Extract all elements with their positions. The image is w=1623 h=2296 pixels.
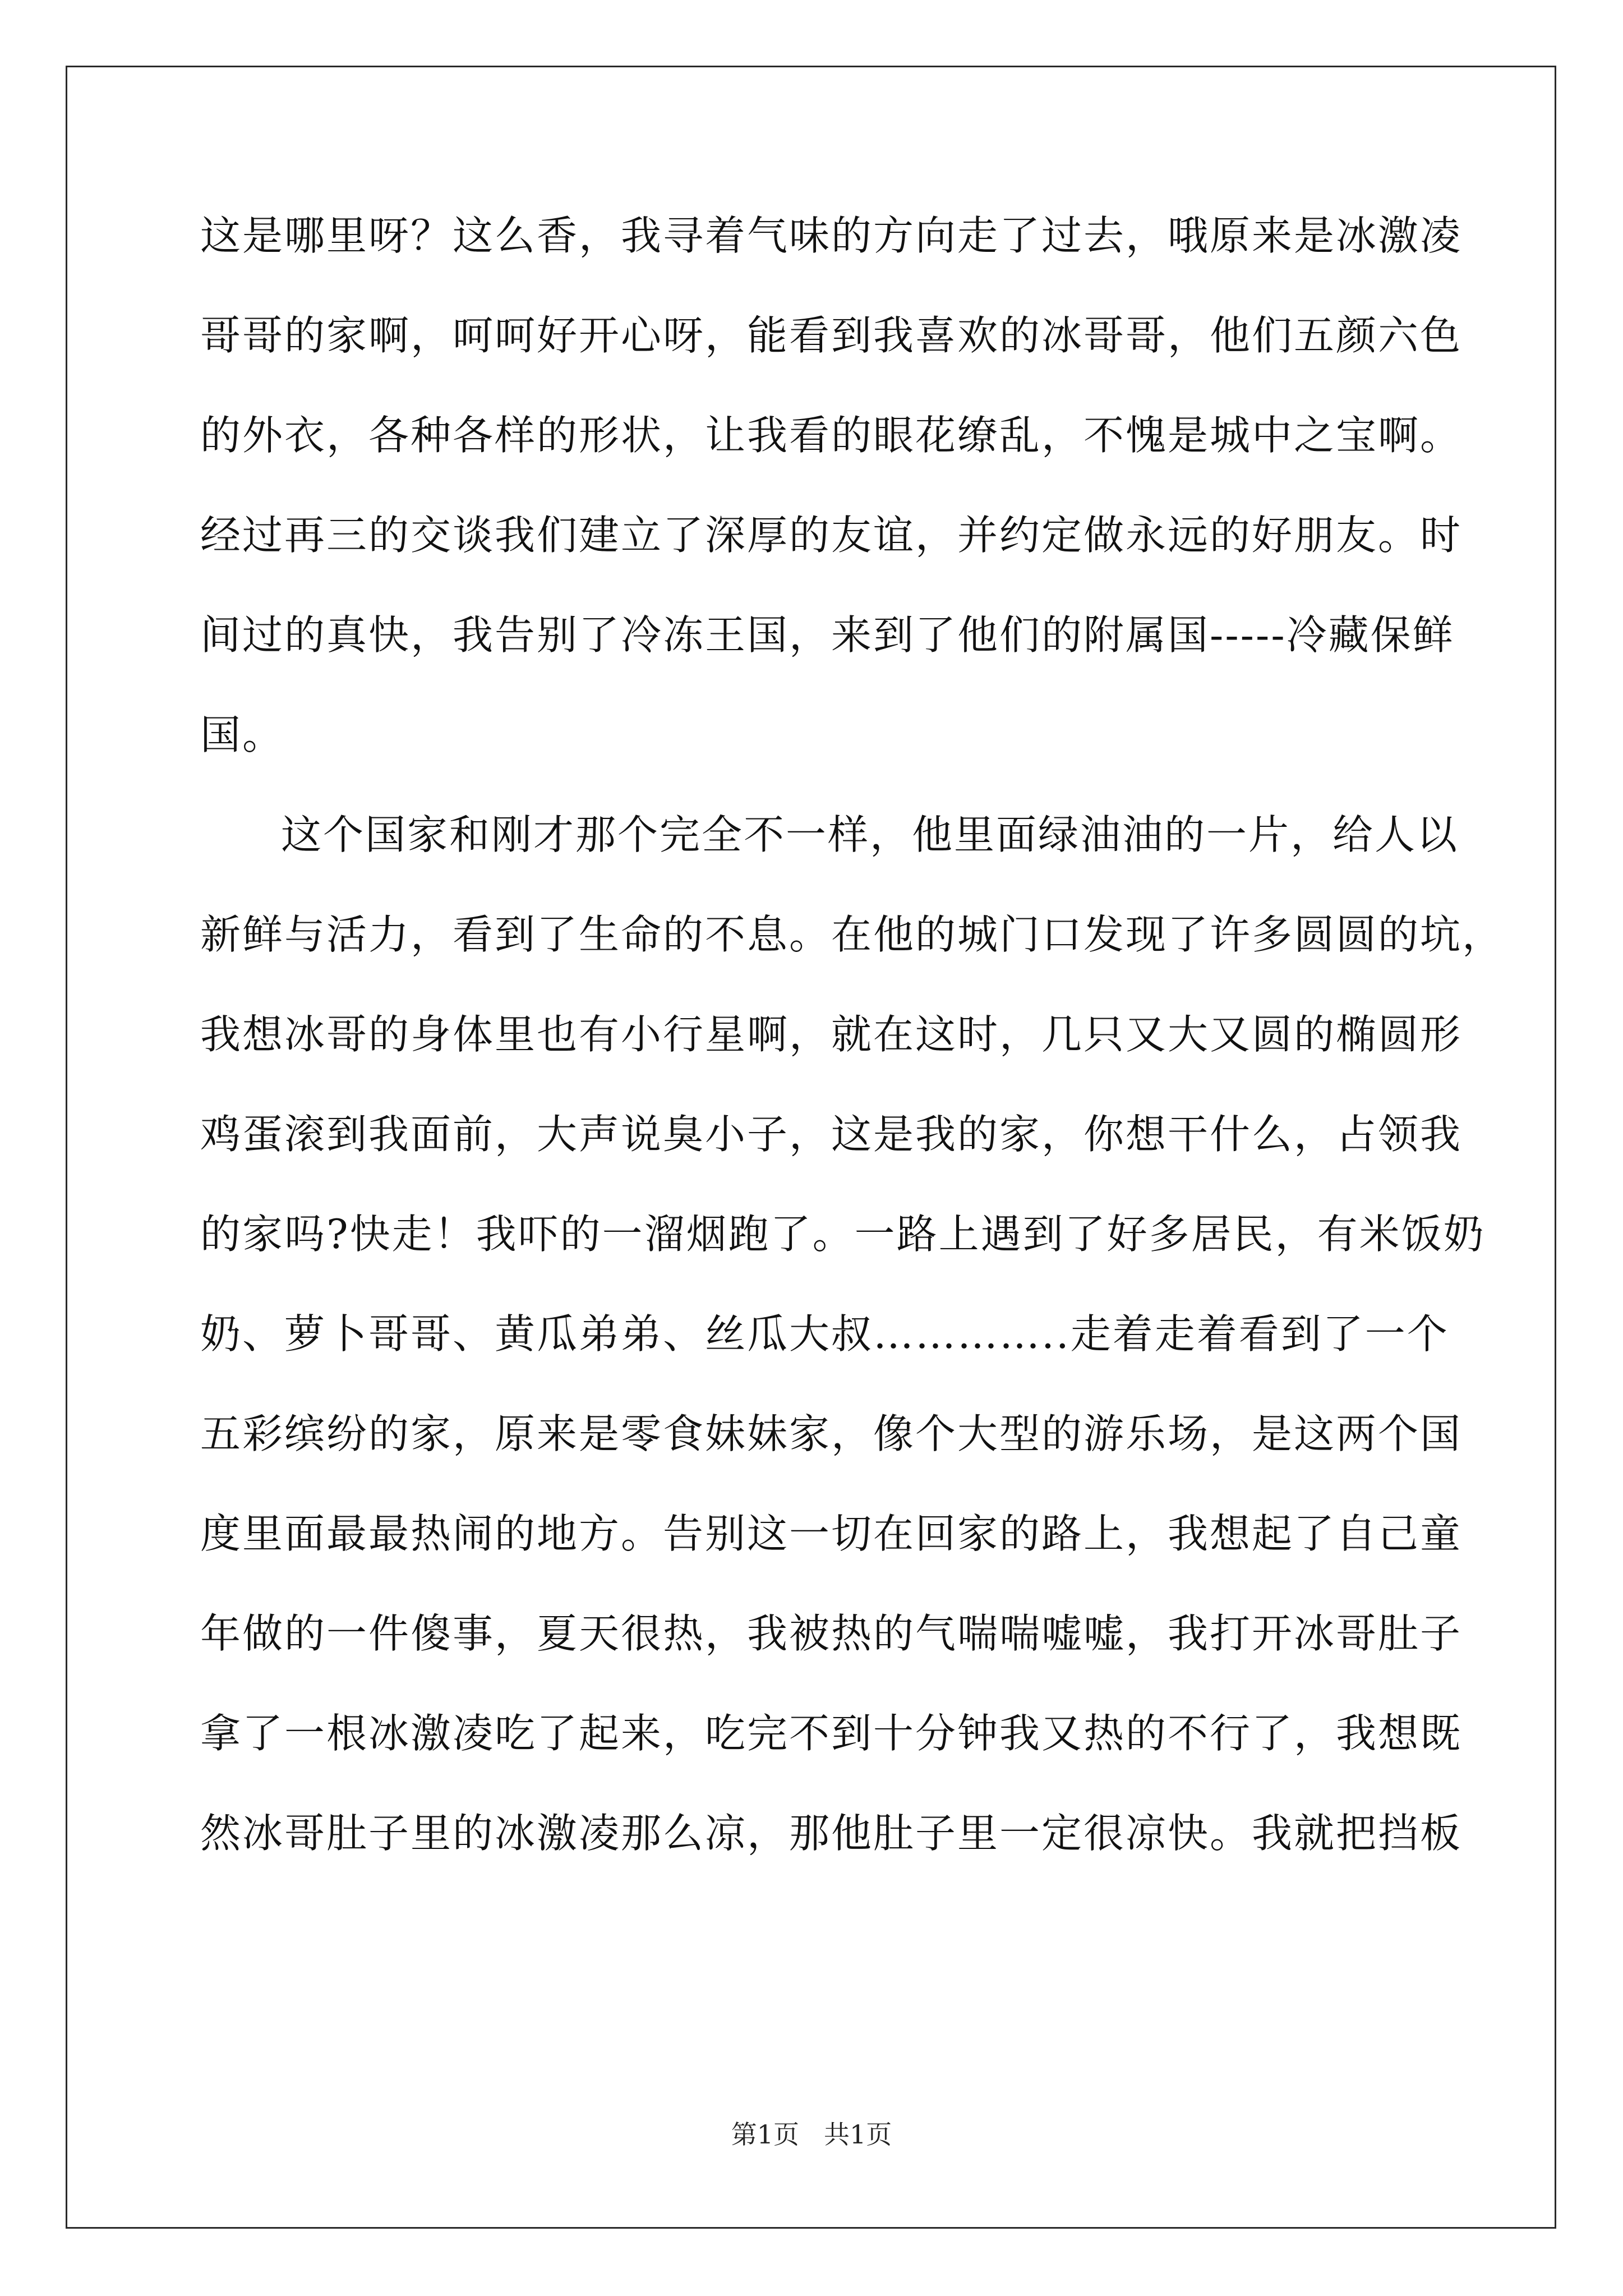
text-line: 年做的一件傻事，夏天很热，我被热的气喘喘嘘嘘，我打开冰哥肚子 <box>200 1610 1463 1657</box>
text-line: 的家吗?快走！我吓的一溜烟跑了。一路上遇到了好多居民，有米饭奶 <box>200 1211 1486 1258</box>
text-line: 鸡蛋滚到我面前，大声说臭小子，这是我的家，你想干什么，占领我 <box>200 1111 1463 1158</box>
text-line: 间过的真快，我告别了冷冻王国，来到了他们的附属国-----冷藏保鲜 <box>200 611 1455 659</box>
page-number: 第1页 <box>731 2119 799 2150</box>
text-line: 的外衣，各种各样的形状，让我看的眼花缭乱，不愧是城中之宝啊。 <box>200 412 1463 459</box>
text-line: 拿了一根冰激凌吃了起来，吃完不到十分钟我又热的不行了，我想既 <box>200 1710 1463 1757</box>
text-line: 国。 <box>200 711 285 758</box>
text-line: 哥哥的家啊，呵呵好开心呀，能看到我喜欢的冰哥哥，他们五颜六色 <box>200 312 1463 359</box>
text-line: 经过再三的交谈我们建立了深厚的友谊，并约定做永远的好朋友。时 <box>200 512 1463 559</box>
text-line: 我想冰哥的身体里也有小行星啊，就在这时，几只又大又圆的椭圆形 <box>200 1011 1463 1058</box>
text-line: 这是哪里呀？这么香，我寻着气味的方向走了过去，哦原来是冰激凌 <box>200 212 1463 259</box>
text-line: 这个国家和刚才那个完全不一样，他里面绿油油的一片，给人以 <box>281 811 1459 858</box>
text-line: 五彩缤纷的家，原来是零食妹妹家，像个大型的游乐场，是这两个国 <box>200 1410 1463 1457</box>
page-total: 共1页 <box>824 2119 892 2150</box>
page-footer <box>0 2118 1623 2151</box>
text-line: 新鲜与活力，看到了生命的不息。在他的城门口发现了许多圆圆的坑， <box>200 911 1505 958</box>
text-line: 度里面最最热闹的地方。告别这一切在回家的路上，我想起了自己童 <box>200 1510 1463 1557</box>
text-line: 然冰哥肚子里的冰激凌那么凉，那他肚子里一定很凉快。我就把挡板 <box>200 1810 1463 1857</box>
text-line: 奶、萝卜哥哥、黄瓜弟弟、丝瓜大叔…………..走着走着看到了一个 <box>200 1310 1449 1358</box>
